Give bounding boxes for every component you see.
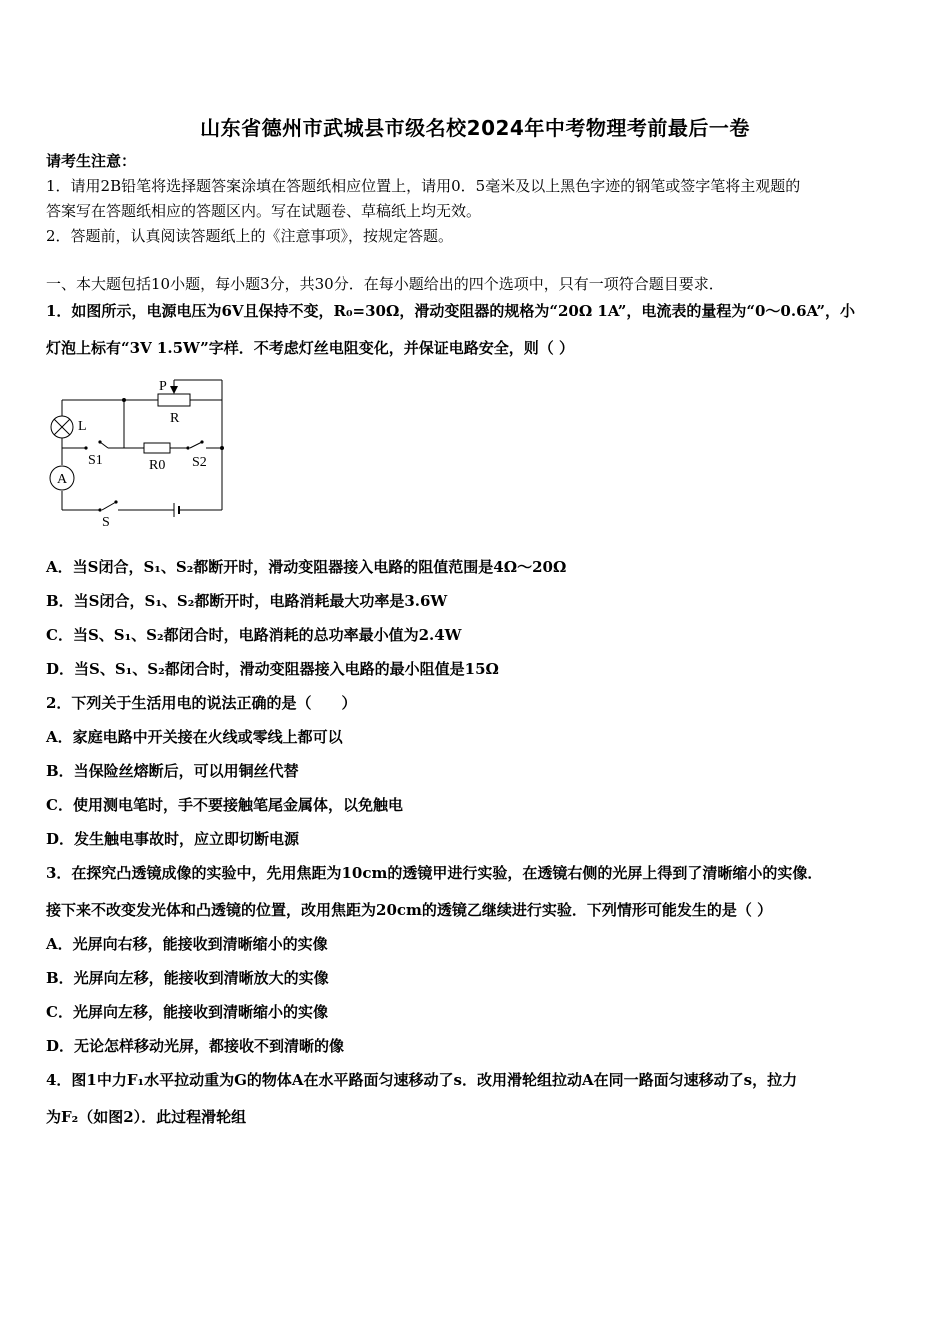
question-2-option-c: C．使用测电笔时，手不要接触笔尾金属体，以免触电 [46,796,403,814]
question-2-option-d: D．发生触电事故时，应立即切断电源 [46,830,300,848]
label-p: P [159,379,167,394]
question-3-option-c: C．光屏向左移，能接收到清晰缩小的实像 [46,1003,328,1021]
question-4-text: 为F₂（如图2）．此过程滑轮组 [46,1108,247,1126]
question-1-option-a: A．当S闭合，S₁、S₂都断开时，滑动变阻器接入电路的阻值范围是4Ω～20Ω [46,558,567,576]
section-heading: 一、本大题包括10小题，每小题3分，共30分．在每小题给出的四个选项中，只有一项符合题目要求． [46,275,724,293]
notice-line: 1．请用2B铅笔将选择题答案涂填在答题纸相应位置上，请用0．5毫米及以上黑色字迹的钢笔或签字笔将主观题的 [46,177,801,195]
question-1-option-d: D．当S、S₁、S₂都闭合时，滑动变阻器接入电路的最小阻值是15Ω [46,660,499,678]
notice-heading: 请考生注意： [46,152,137,170]
label-l: L [78,419,87,434]
label-s2: S2 [192,455,207,470]
label-s1: S1 [88,453,103,468]
question-3-text: 接下来不改变发光体和凸透镜的位置，改用焦距为20cm的透镜乙继续进行实验．下列情形可能发生的是（ ） [46,901,773,919]
question-4-text: 4．图1中力F₁水平拉动重为G的物体A在水平路面匀速移动了s．改用滑轮组拉动A在同一路面匀速移动了s，拉力 [46,1071,798,1089]
label-r0: R0 [149,458,166,473]
question-3-option-b: B．光屏向左移，能接收到清晰放大的实像 [46,969,329,987]
question-2-option-b: B．当保险丝熔断后，可以用铜丝代替 [46,762,299,780]
question-1-option-c: C．当S、S₁、S₂都闭合时，电路消耗的总功率最小值为2.4W [46,626,462,644]
circuit-diagram [40,372,240,532]
notice-line: 2．答题前，认真阅读答题纸上的《注意事项》，按规定答题。 [46,227,454,245]
question-3-option-d: D．无论怎样移动光屏，都接收不到清晰的像 [46,1037,345,1055]
question-1-text: 1．如图所示，电源电压为6V且保持不变，R₀=30Ω，滑动变阻器的规格为“20Ω 1A”，电流表的量程为“0～0.6A”，小 [46,302,855,320]
question-3-option-a: A．光屏向右移，能接收到清晰缩小的实像 [46,935,328,953]
label-r: R [170,411,180,426]
notice-line: 答案写在答题纸相应的答题区内。写在试题卷、草稿纸上均无效。 [46,202,482,220]
label-s: S [102,515,110,530]
question-1-text: 灯泡上标有“3V 1.5W”字样．不考虑灯丝电阻变化，并保证电路安全，则（ ） [46,339,574,357]
page-title: 山东省德州市武城县市级名校2024年中考物理考前最后一卷 [200,116,750,140]
question-1-option-b: B．当S闭合，S₁、S₂都断开时，电路消耗最大功率是3.6W [46,592,448,610]
question-2-text: 2．下列关于生活用电的说法正确的是（ ） [46,694,357,712]
question-3-text: 3．在探究凸透镜成像的实验中，先用焦距为10cm的透镜甲进行实验，在透镜右侧的光屏上得到了清晰缩小的实像． [46,864,823,882]
question-2-option-a: A．家庭电路中开关接在火线或零线上都可以 [46,728,343,746]
label-a: A [57,472,68,487]
